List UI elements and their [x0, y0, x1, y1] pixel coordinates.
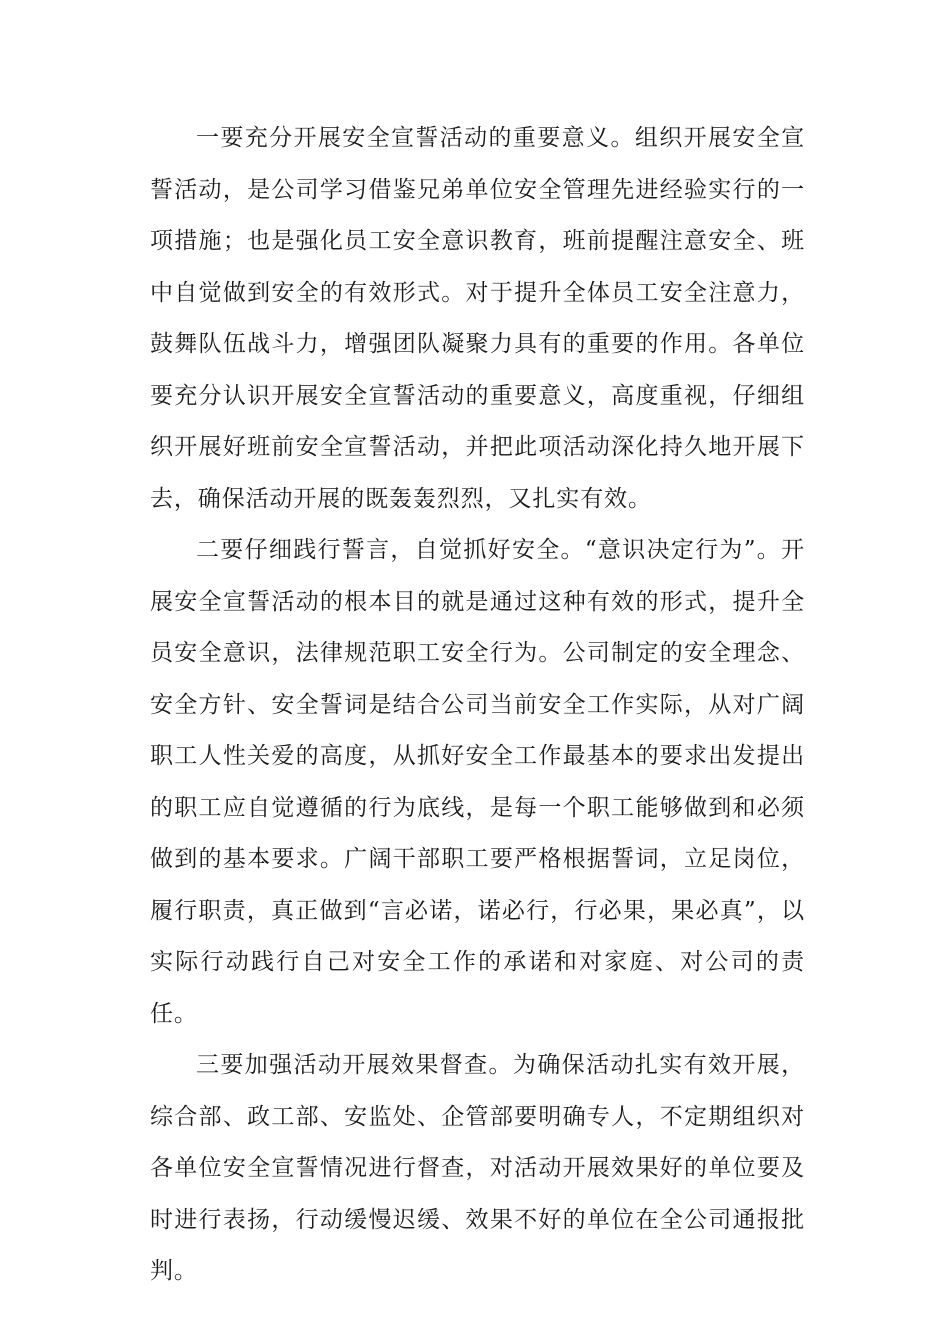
paragraph-3: 三要加强活动开展效果督查。为确保活动扎实有效开展，综合部、政工部、安监处、企管部要明确专人，不定期组织对各单位安全宣誓情况进行督查，对活动开展效果好的单位要及时进行表扬，行动缓慢迟缓、效果不好的单位在全公司通报批判。 — [150, 1052, 805, 1284]
paragraph-1: 一要充分开展安全宣誓活动的重要意义。组织开展安全宣誓活动，是公司学习借鉴兄弟单位安全管理先进经验实行的一项措施；也是强化员工安全意识教育，班前提醒注意安全、班中自觉做到安全的有效形式。对于提升全体员工安全注意力，鼓舞队伍战斗力，增强团队凝聚力具有的重要的作用。各单位要充分认识开展安全宣誓活动的重要意义，高度重视，仔细组织开展好班前安全宣誓活动，并把此项活动深化持久地开展下去，确保活动开展的既轰轰烈烈，又扎实有效。 — [150, 125, 805, 512]
paragraph-2: 二要仔细践行誓言，自觉抓好安全。“意识决定行为”。开展安全宣誓活动的根本目的就是通过这种有效的形式，提升全员安全意识，法律规范职工安全行为。公司制定的安全理念、安全方针、安全誓词是结合公司当前安全工作实际，从对广阔职工人性关爱的高度，从抓好安全工作最基本的要求出发提出的职工应自觉遵循的行为底线，是每一个职工能够做到和必须做到的基本要求。广阔干部职工要严格根据誓词，立足岗位，履行职责，真正做到“言必诺，诺必行，行必果，果必真”，以实际行动践行自己对安全工作的承诺和对家庭、对公司的责任。 — [150, 537, 805, 1027]
document-body — [150, 113, 805, 1298]
